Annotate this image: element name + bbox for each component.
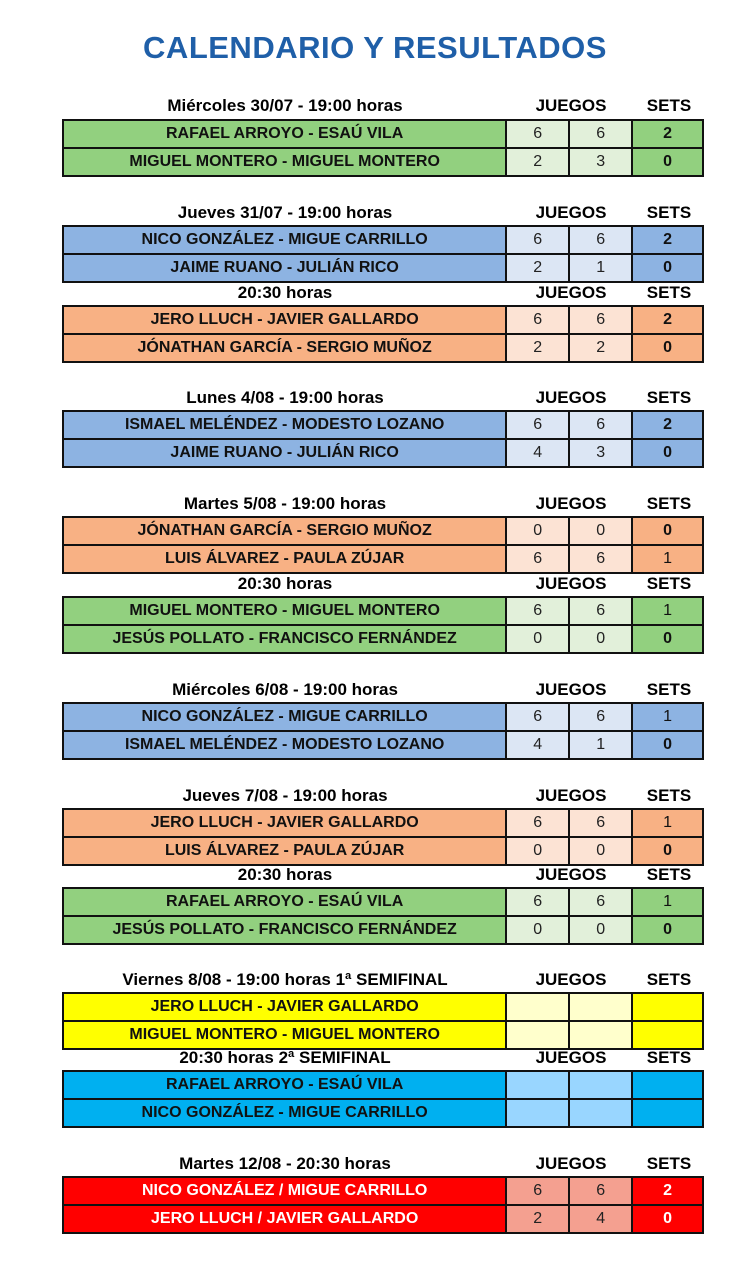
games-set-1: 6	[507, 227, 570, 253]
games-set-1: 6	[507, 1178, 570, 1204]
table-row	[64, 1178, 702, 1204]
team-name: MIGUEL MONTERO - MIGUEL MONTERO	[64, 149, 507, 175]
games-set-1: 4	[507, 732, 570, 758]
match-datetime: 20:30 horas 2ª SEMIFINAL	[179, 1048, 391, 1067]
table-row	[64, 438, 702, 466]
games-set-2: 0	[570, 917, 633, 943]
team-name: ISMAEL MELÉNDEZ - MODESTO LOZANO	[64, 732, 507, 758]
sets-won: 0	[633, 838, 702, 864]
games-set-2: 3	[570, 149, 633, 175]
games-set-1	[507, 994, 570, 1020]
match-header	[62, 386, 704, 410]
games-set-2: 6	[570, 227, 633, 253]
sets-won: 0	[633, 149, 702, 175]
games-column-header: JUEGOS	[535, 970, 607, 989]
team-name: JÓNATHAN GARCÍA - SERGIO MUÑOZ	[64, 335, 507, 361]
table-row	[64, 1072, 702, 1098]
table-row	[64, 147, 702, 175]
games-set-1: 2	[507, 1206, 570, 1232]
match-header	[62, 201, 704, 225]
sets-won: 0	[633, 732, 702, 758]
match-datetime: Martes 12/08 - 20:30 horas	[179, 1154, 391, 1173]
sets-won: 0	[633, 255, 702, 281]
sets-column-header: SETS	[646, 388, 692, 407]
games-set-2	[570, 1100, 633, 1126]
team-name: NICO GONZÁLEZ - MIGUE CARRILLO	[64, 1100, 507, 1126]
match-header	[62, 863, 704, 887]
sets-won: 1	[633, 546, 702, 572]
match-header	[62, 281, 704, 305]
games-set-2	[570, 1072, 633, 1098]
sets-won: 2	[633, 412, 702, 438]
table-row	[64, 915, 702, 943]
team-name: JERO LLUCH - JAVIER GALLARDO	[64, 810, 507, 836]
games-column-header: JUEGOS	[535, 96, 607, 115]
games-set-1: 2	[507, 149, 570, 175]
match-datetime: 20:30 horas	[237, 283, 333, 302]
table-row	[64, 253, 702, 281]
match-datetime: 20:30 horas	[237, 865, 333, 884]
team-name: LUIS ÁLVAREZ - PAULA ZÚJAR	[64, 546, 507, 572]
sets-won	[633, 1072, 702, 1098]
games-set-1	[507, 1022, 570, 1048]
match-table	[62, 596, 704, 654]
games-column-header: JUEGOS	[535, 388, 607, 407]
table-row	[64, 1204, 702, 1232]
team-name: JERO LLUCH / JAVIER GALLARDO	[64, 1206, 507, 1232]
match-datetime: 20:30 horas	[237, 574, 333, 593]
sets-column-header: SETS	[646, 574, 692, 593]
team-name: NICO GONZÁLEZ - MIGUE CARRILLO	[64, 704, 507, 730]
team-name: MIGUEL MONTERO - MIGUEL MONTERO	[64, 1022, 507, 1048]
sets-won: 2	[633, 1178, 702, 1204]
match-datetime: Miércoles 6/08 - 19:00 horas	[172, 680, 398, 699]
games-set-2	[570, 1022, 633, 1048]
team-name: LUIS ÁLVAREZ - PAULA ZÚJAR	[64, 838, 507, 864]
match-table	[62, 1176, 704, 1234]
match-table	[62, 516, 704, 574]
sets-column-header: SETS	[646, 96, 692, 115]
games-set-2: 1	[570, 732, 633, 758]
table-row	[64, 994, 702, 1020]
games-column-header: JUEGOS	[535, 1154, 607, 1173]
games-set-2: 1	[570, 255, 633, 281]
games-set-1: 0	[507, 838, 570, 864]
match-header	[62, 492, 704, 516]
games-set-1	[507, 1072, 570, 1098]
table-row	[64, 1020, 702, 1048]
games-set-1: 2	[507, 255, 570, 281]
match-header	[62, 1046, 704, 1070]
table-row	[64, 518, 702, 544]
table-row	[64, 889, 702, 915]
table-row	[64, 810, 702, 836]
games-set-1: 6	[507, 704, 570, 730]
sets-won: 0	[633, 626, 702, 652]
team-name: JÓNATHAN GARCÍA - SERGIO MUÑOZ	[64, 518, 507, 544]
team-name: JERO LLUCH - JAVIER GALLARDO	[64, 307, 507, 333]
sets-won	[633, 1022, 702, 1048]
match-header	[62, 678, 704, 702]
team-name: RAFAEL ARROYO - ESAÚ VILA	[64, 889, 507, 915]
match-table	[62, 225, 704, 283]
table-row	[64, 227, 702, 253]
table-row	[64, 121, 702, 147]
games-set-1: 0	[507, 626, 570, 652]
games-set-2: 6	[570, 598, 633, 624]
match-table	[62, 808, 704, 866]
games-column-header: JUEGOS	[535, 680, 607, 699]
match-datetime: Jueves 31/07 - 19:00 horas	[177, 203, 393, 222]
match-datetime: Jueves 7/08 - 19:00 horas	[182, 786, 388, 805]
sets-column-header: SETS	[646, 494, 692, 513]
match-datetime: Viernes 8/08 - 19:00 horas 1ª SEMIFINAL	[122, 970, 448, 989]
table-row	[64, 598, 702, 624]
match-datetime: Lunes 4/08 - 19:00 horas	[186, 388, 384, 407]
games-set-2: 6	[570, 1178, 633, 1204]
table-row	[64, 333, 702, 361]
games-set-2: 6	[570, 546, 633, 572]
team-name: NICO GONZÁLEZ / MIGUE CARRILLO	[64, 1178, 507, 1204]
games-set-1: 0	[507, 518, 570, 544]
team-name: RAFAEL ARROYO - ESAÚ VILA	[64, 1072, 507, 1098]
games-column-header: JUEGOS	[535, 283, 607, 302]
games-set-1: 6	[507, 307, 570, 333]
games-set-2	[570, 994, 633, 1020]
sets-column-header: SETS	[646, 970, 692, 989]
sets-won: 1	[633, 889, 702, 915]
sets-won: 2	[633, 307, 702, 333]
match-table	[62, 305, 704, 363]
games-set-1	[507, 1100, 570, 1126]
match-header	[62, 94, 704, 118]
sets-won: 0	[633, 1206, 702, 1232]
team-name: NICO GONZÁLEZ - MIGUE CARRILLO	[64, 227, 507, 253]
match-table	[62, 119, 704, 177]
match-datetime: Miércoles 30/07 - 19:00 horas	[167, 96, 403, 115]
table-row	[64, 1098, 702, 1126]
games-set-2: 6	[570, 704, 633, 730]
games-set-2: 3	[570, 440, 633, 466]
games-set-1: 6	[507, 412, 570, 438]
games-set-1: 6	[507, 598, 570, 624]
match-table	[62, 410, 704, 468]
games-set-1: 2	[507, 335, 570, 361]
games-set-2: 2	[570, 335, 633, 361]
games-set-2: 0	[570, 518, 633, 544]
games-set-2: 6	[570, 889, 633, 915]
table-row	[64, 307, 702, 333]
games-set-1: 6	[507, 810, 570, 836]
sets-column-header: SETS	[646, 786, 692, 805]
team-name: JAIME RUANO - JULIÁN RICO	[64, 255, 507, 281]
games-set-2: 6	[570, 307, 633, 333]
match-table	[62, 887, 704, 945]
team-name: JESÚS POLLATO - FRANCISCO FERNÁNDEZ	[64, 917, 507, 943]
sets-won: 2	[633, 121, 702, 147]
games-set-2: 6	[570, 810, 633, 836]
games-set-2: 6	[570, 412, 633, 438]
match-table	[62, 1070, 704, 1128]
games-column-header: JUEGOS	[535, 574, 607, 593]
sets-won: 1	[633, 704, 702, 730]
team-name: JERO LLUCH - JAVIER GALLARDO	[64, 994, 507, 1020]
games-set-2: 6	[570, 121, 633, 147]
sets-won: 0	[633, 440, 702, 466]
games-column-header: JUEGOS	[535, 1048, 607, 1067]
games-column-header: JUEGOS	[535, 494, 607, 513]
match-header	[62, 784, 704, 808]
sets-column-header: SETS	[646, 1048, 692, 1067]
table-row	[64, 412, 702, 438]
table-row	[64, 704, 702, 730]
games-set-2: 0	[570, 626, 633, 652]
match-header	[62, 572, 704, 596]
games-column-header: JUEGOS	[535, 786, 607, 805]
games-column-header: JUEGOS	[535, 865, 607, 884]
sets-column-header: SETS	[646, 680, 692, 699]
team-name: ISMAEL MELÉNDEZ - MODESTO LOZANO	[64, 412, 507, 438]
page-title: CALENDARIO Y RESULTADOS	[143, 30, 607, 65]
sets-column-header: SETS	[646, 865, 692, 884]
sets-won: 0	[633, 917, 702, 943]
games-column-header: JUEGOS	[535, 203, 607, 222]
games-set-1: 4	[507, 440, 570, 466]
sets-won: 2	[633, 227, 702, 253]
match-header	[62, 968, 704, 992]
games-set-2: 0	[570, 838, 633, 864]
sets-won: 1	[633, 810, 702, 836]
games-set-2: 4	[570, 1206, 633, 1232]
sets-won: 0	[633, 335, 702, 361]
match-table	[62, 702, 704, 760]
sets-column-header: SETS	[646, 203, 692, 222]
games-set-1: 6	[507, 546, 570, 572]
sets-won	[633, 1100, 702, 1126]
games-set-1: 6	[507, 889, 570, 915]
table-row	[64, 544, 702, 572]
team-name: JESÚS POLLATO - FRANCISCO FERNÁNDEZ	[64, 626, 507, 652]
games-set-1: 6	[507, 121, 570, 147]
match-table	[62, 992, 704, 1050]
games-set-1: 0	[507, 917, 570, 943]
match-datetime: Martes 5/08 - 19:00 horas	[183, 494, 387, 513]
team-name: MIGUEL MONTERO - MIGUEL MONTERO	[64, 598, 507, 624]
table-row	[64, 836, 702, 864]
table-row	[64, 730, 702, 758]
sets-column-header: SETS	[646, 1154, 692, 1173]
table-row	[64, 624, 702, 652]
team-name: JAIME RUANO - JULIÁN RICO	[64, 440, 507, 466]
sets-won: 1	[633, 598, 702, 624]
sets-won	[633, 994, 702, 1020]
sets-won: 0	[633, 518, 702, 544]
match-header	[62, 1152, 704, 1176]
team-name: RAFAEL ARROYO - ESAÚ VILA	[64, 121, 507, 147]
sets-column-header: SETS	[646, 283, 692, 302]
